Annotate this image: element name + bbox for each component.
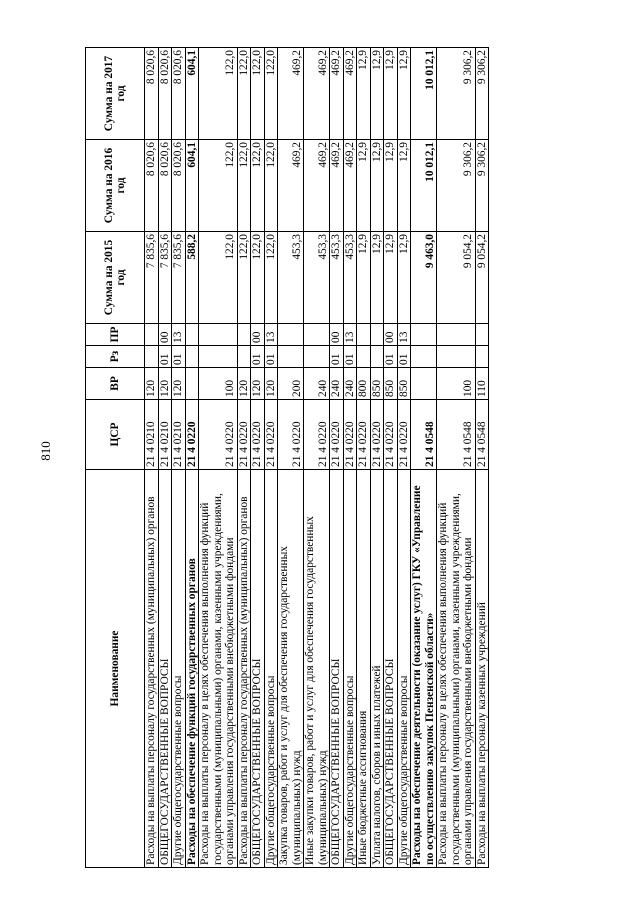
rotated-table-container <box>85 48 565 868</box>
pr-cell <box>199 324 238 346</box>
csr-cell: 21 4 0548 <box>411 400 437 470</box>
csr-cell: 21 4 0220 <box>384 400 398 470</box>
table-row <box>370 48 384 868</box>
name-cell: Расходы на выплаты персоналу в целях обеспечения выполнения функций государственными (муниципальными) органами, казенными учреждениями, органами управления государственными внебюджетными фондами <box>437 470 476 868</box>
name-cell: Другие общегосударственные вопросы <box>343 470 357 868</box>
sum-2015-cell: 122,0 <box>251 232 265 324</box>
table-row <box>264 48 278 868</box>
csr-cell: 21 4 0220 <box>251 400 265 470</box>
table-header-row <box>86 48 145 868</box>
sum-2017-cell: 10 012,1 <box>411 48 437 140</box>
sum-2016-cell: 9 306,2 <box>475 140 489 232</box>
csr-cell: 21 4 0220 <box>278 400 304 470</box>
pr-cell: 13 <box>397 324 411 346</box>
name-cell: Уплата налогов, сборов и иных платежей <box>370 470 384 868</box>
sum-2016-cell: 12,9 <box>370 140 384 232</box>
csr-cell: 21 4 0210 <box>145 400 159 470</box>
budget-table <box>85 47 489 868</box>
header-pr: ПР <box>86 324 145 346</box>
vr-cell: 800 <box>357 368 371 400</box>
sum-2015-cell: 7 835,6 <box>172 232 186 324</box>
sum-2015-cell: 7 835,6 <box>145 232 159 324</box>
vr-cell: 100 <box>199 368 238 400</box>
name-cell: Другие общегосударственные вопросы <box>397 470 411 868</box>
table-row <box>304 48 330 868</box>
sum-2016-cell: 122,0 <box>237 140 251 232</box>
pr-cell: 13 <box>264 324 278 346</box>
sum-2017-cell: 12,9 <box>370 48 384 140</box>
table-row <box>172 48 186 868</box>
header-rz: Рз <box>86 346 145 368</box>
rz-cell <box>185 346 199 368</box>
sum-2017-cell: 469,2 <box>304 48 330 140</box>
vr-cell: 120 <box>237 368 251 400</box>
vr-cell <box>411 368 437 400</box>
sum-2015-cell: 12,9 <box>370 232 384 324</box>
sum-2016-cell: 12,9 <box>384 140 398 232</box>
sum-2016-cell: 604,1 <box>185 140 199 232</box>
sum-2017-cell: 9 306,2 <box>437 48 476 140</box>
table-row <box>185 48 199 868</box>
csr-cell: 21 4 0548 <box>475 400 489 470</box>
name-cell: Иные бюджетные ассигнования <box>357 470 371 868</box>
sum-2017-cell: 469,2 <box>343 48 357 140</box>
name-cell: Расходы на выплаты персоналу казенных учреждений <box>475 470 489 868</box>
rz-cell <box>145 346 159 368</box>
vr-cell: 240 <box>330 368 344 400</box>
rz-cell <box>278 346 304 368</box>
name-cell: Расходы на выплаты персоналу государственных (муниципальных) органов <box>145 470 159 868</box>
pr-cell <box>475 324 489 346</box>
table-row <box>475 48 489 868</box>
pr-cell: 00 <box>384 324 398 346</box>
sum-2016-cell: 469,2 <box>343 140 357 232</box>
sum-2015-cell: 453,3 <box>343 232 357 324</box>
csr-cell: 21 4 0220 <box>304 400 330 470</box>
name-cell: ОБЩЕГОСУДАРСТВЕННЫЕ ВОПРОСЫ <box>158 470 172 868</box>
csr-cell: 21 4 0548 <box>437 400 476 470</box>
sum-2015-cell: 7 835,6 <box>158 232 172 324</box>
sum-2015-cell: 9 463,0 <box>411 232 437 324</box>
sum-2015-cell: 453,3 <box>304 232 330 324</box>
header-sum-2016: Сумма на 2016 год <box>86 140 145 232</box>
rz-cell: 01 <box>330 346 344 368</box>
pr-cell: 13 <box>343 324 357 346</box>
sum-2015-cell: 122,0 <box>264 232 278 324</box>
rz-cell <box>411 346 437 368</box>
page-number: 810 <box>37 441 53 461</box>
name-cell: Расходы на обеспечение деятельности (оказание услуг) ГКУ «Управление по осуществлению закупок Пензенской области» <box>411 470 437 868</box>
table-row <box>330 48 344 868</box>
sum-2016-cell: 10 012,1 <box>411 140 437 232</box>
pr-cell <box>370 324 384 346</box>
pr-cell <box>145 324 159 346</box>
name-cell: Закупка товаров, работ и услуг для обеспечения государственных (муниципальных) нужд <box>278 470 304 868</box>
vr-cell: 120 <box>145 368 159 400</box>
sum-2016-cell: 12,9 <box>357 140 371 232</box>
pr-cell <box>237 324 251 346</box>
sum-2015-cell: 12,9 <box>397 232 411 324</box>
sum-2016-cell: 8 020,6 <box>158 140 172 232</box>
csr-cell: 21 4 0210 <box>158 400 172 470</box>
vr-cell: 240 <box>304 368 330 400</box>
vr-cell: 120 <box>251 368 265 400</box>
sum-2017-cell: 469,2 <box>278 48 304 140</box>
sum-2015-cell: 588,2 <box>185 232 199 324</box>
vr-cell: 120 <box>172 368 186 400</box>
name-cell: Расходы на выплаты персоналу государственных (муниципальных) органов <box>237 470 251 868</box>
csr-cell: 21 4 0220 <box>397 400 411 470</box>
name-cell: Иные закупки товаров, работ и услуг для обеспечения государственных (муниципальных) нужд <box>304 470 330 868</box>
table-row <box>145 48 159 868</box>
vr-cell: 120 <box>158 368 172 400</box>
header-sum-2017: Сумма на 2017 год <box>86 48 145 140</box>
rz-cell: 01 <box>264 346 278 368</box>
sum-2016-cell: 122,0 <box>199 140 238 232</box>
pr-cell: 00 <box>158 324 172 346</box>
table-row <box>278 48 304 868</box>
rz-cell: 01 <box>251 346 265 368</box>
sum-2015-cell: 9 054,2 <box>437 232 476 324</box>
sum-2016-cell: 12,9 <box>397 140 411 232</box>
csr-cell: 21 4 0220 <box>199 400 238 470</box>
name-cell: Другие общегосударственные вопросы <box>264 470 278 868</box>
rz-cell: 01 <box>384 346 398 368</box>
header-sum-2015: Сумма на 2015 год <box>86 232 145 324</box>
csr-cell: 21 4 0220 <box>185 400 199 470</box>
sum-2015-cell: 9 054,2 <box>475 232 489 324</box>
csr-cell: 21 4 0220 <box>264 400 278 470</box>
vr-cell <box>185 368 199 400</box>
sum-2017-cell: 12,9 <box>397 48 411 140</box>
pr-cell <box>411 324 437 346</box>
rz-cell <box>370 346 384 368</box>
pr-cell: 13 <box>172 324 186 346</box>
rz-cell <box>475 346 489 368</box>
rz-cell: 01 <box>172 346 186 368</box>
vr-cell: 100 <box>437 368 476 400</box>
rz-cell: 01 <box>158 346 172 368</box>
rz-cell <box>437 346 476 368</box>
table-row <box>199 48 238 868</box>
table-row <box>251 48 265 868</box>
pr-cell: 00 <box>251 324 265 346</box>
sum-2017-cell: 9 306,2 <box>475 48 489 140</box>
csr-cell: 21 4 0220 <box>330 400 344 470</box>
sum-2017-cell: 469,2 <box>330 48 344 140</box>
sum-2015-cell: 122,0 <box>199 232 238 324</box>
sum-2015-cell: 453,3 <box>278 232 304 324</box>
sum-2017-cell: 122,0 <box>237 48 251 140</box>
table-row <box>397 48 411 868</box>
vr-cell: 850 <box>370 368 384 400</box>
rz-cell <box>237 346 251 368</box>
vr-cell: 850 <box>397 368 411 400</box>
sum-2017-cell: 8 020,6 <box>172 48 186 140</box>
sum-2016-cell: 8 020,6 <box>172 140 186 232</box>
sum-2016-cell: 469,2 <box>278 140 304 232</box>
rz-cell <box>199 346 238 368</box>
sum-2017-cell: 604,1 <box>185 48 199 140</box>
sum-2015-cell: 453,3 <box>330 232 344 324</box>
vr-cell: 240 <box>343 368 357 400</box>
name-cell: Расходы на выплаты персоналу в целях обеспечения выполнения функций государственными (муниципальными) органами, казенными учреждениями, органами управления государственными внебюджетными фондами <box>199 470 238 868</box>
name-cell: Расходы на обеспечение функций государственных органов <box>185 470 199 868</box>
sum-2016-cell: 9 306,2 <box>437 140 476 232</box>
csr-cell: 21 4 0220 <box>343 400 357 470</box>
pr-cell <box>304 324 330 346</box>
table-row <box>384 48 398 868</box>
table-row <box>411 48 437 868</box>
vr-cell: 200 <box>278 368 304 400</box>
sum-2016-cell: 469,2 <box>304 140 330 232</box>
sum-2017-cell: 8 020,6 <box>158 48 172 140</box>
pr-cell <box>278 324 304 346</box>
vr-cell: 120 <box>264 368 278 400</box>
csr-cell: 21 4 0220 <box>370 400 384 470</box>
table-row <box>158 48 172 868</box>
sum-2017-cell: 122,0 <box>251 48 265 140</box>
sum-2016-cell: 122,0 <box>264 140 278 232</box>
sum-2015-cell: 12,9 <box>357 232 371 324</box>
name-cell: ОБЩЕГОСУДАРСТВЕННЫЕ ВОПРОСЫ <box>251 470 265 868</box>
rz-cell: 01 <box>397 346 411 368</box>
sum-2017-cell: 8 020,6 <box>145 48 159 140</box>
sum-2017-cell: 122,0 <box>264 48 278 140</box>
table-row <box>437 48 476 868</box>
sum-2017-cell: 12,9 <box>384 48 398 140</box>
csr-cell: 21 4 0210 <box>172 400 186 470</box>
rz-cell: 01 <box>343 346 357 368</box>
sum-2015-cell: 122,0 <box>237 232 251 324</box>
table-row <box>343 48 357 868</box>
pr-cell <box>437 324 476 346</box>
rz-cell <box>304 346 330 368</box>
table-body <box>145 48 489 868</box>
sum-2016-cell: 122,0 <box>251 140 265 232</box>
sum-2017-cell: 12,9 <box>357 48 371 140</box>
header-name: Наименование <box>86 470 145 868</box>
vr-cell: 110 <box>475 368 489 400</box>
vr-cell: 850 <box>384 368 398 400</box>
table-row <box>237 48 251 868</box>
name-cell: Другие общегосударственные вопросы <box>172 470 186 868</box>
table-row <box>357 48 371 868</box>
pr-cell <box>357 324 371 346</box>
sum-2015-cell: 12,9 <box>384 232 398 324</box>
header-csr: ЦСР <box>86 400 145 470</box>
header-vr: ВР <box>86 368 145 400</box>
rz-cell <box>357 346 371 368</box>
csr-cell: 21 4 0220 <box>357 400 371 470</box>
pr-cell: 00 <box>330 324 344 346</box>
pr-cell <box>185 324 199 346</box>
sum-2017-cell: 122,0 <box>199 48 238 140</box>
sum-2016-cell: 469,2 <box>330 140 344 232</box>
name-cell: ОБЩЕГОСУДАРСТВЕННЫЕ ВОПРОСЫ <box>384 470 398 868</box>
name-cell: ОБЩЕГОСУДАРСТВЕННЫЕ ВОПРОСЫ <box>330 470 344 868</box>
csr-cell: 21 4 0220 <box>237 400 251 470</box>
sum-2016-cell: 8 020,6 <box>145 140 159 232</box>
